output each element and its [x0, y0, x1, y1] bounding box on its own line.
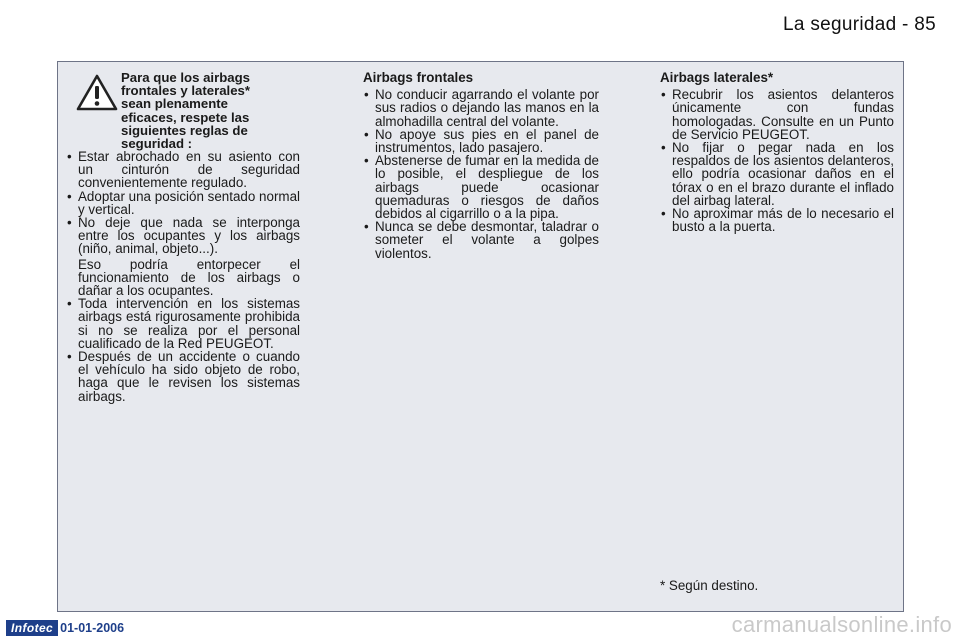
list-item-continuation: Eso podría entorpecer el funcionamiento de los airbags o dañar a los ocupantes. [78, 256, 300, 299]
warning-block [66, 62, 300, 150]
list-item: • Adoptar una posición sentado normal y vertical. [66, 190, 300, 216]
warning-heading-line: Para que los airbags [121, 70, 250, 85]
list-item: • Estar abrochado en su asiento con un cinturón de seguridad convenientemente regulado. [66, 150, 300, 190]
list-item: • Después de un accidente o cuando el vehículo ha sido objeto de robo, haga que le revisen los sistemas airbags. [66, 350, 300, 403]
list-item: • No conducir agarrando el volante por sus radios o dejando las manos en la almohadilla central del volante. [363, 88, 599, 128]
section-heading: Airbags laterales* [660, 70, 774, 85]
warning-heading-line: sean plenamente [121, 96, 229, 112]
watermark: carmanualsonline.info [731, 612, 952, 637]
warning-heading-line: frontales y laterales* [121, 83, 251, 99]
warning-triangle-icon [76, 74, 118, 112]
section-heading: Airbags frontales [363, 70, 474, 85]
warning-heading-line: siguientes reglas de [121, 122, 248, 138]
footnote: * Según destino. [660, 578, 759, 593]
list-item: • No apoye sus pies en el panel de instrumentos, lado pasajero. [363, 128, 599, 154]
list-item: • Toda intervención en los sistemas airbags está rigurosamente prohibida si no se realiza por el personal cualificado de la Red PEUGEOT. [66, 297, 300, 350]
column-lateral-airbags [660, 62, 894, 233]
list-item: • Abstenerse de fumar en la medida de lo posible, el despliegue de los airbags puede ocasionar quemaduras o riesgos de daños debidos al cigarrillo o a la pipa. [363, 154, 599, 220]
frontal-list [363, 88, 599, 260]
warning-list-continued [66, 297, 300, 403]
content-panel [57, 61, 904, 612]
column-warning [66, 62, 300, 403]
warning-heading [121, 71, 301, 150]
footer-date: 01-01-2006 [60, 621, 125, 635]
warning-heading-line: seguridad : [121, 136, 193, 152]
list-item: • No aproximar más de lo necesario el busto a la puerta. [660, 207, 894, 233]
list-item: • No fijar o pegar nada en los respaldos de los asientos delanteros, ello podría ocasionar daños en el tórax o en el brazo durante el inflado del airbag lateral. [660, 141, 894, 207]
warning-heading-line: eficaces, respete las [121, 109, 250, 125]
list-item: • Recubrir los asientos delanteros únicamente con fundas homologadas. Consulte en un Punto de Servicio PEUGEOT. [660, 88, 894, 141]
footer [6, 620, 124, 636]
lateral-list [660, 88, 894, 233]
column-frontal-airbags [363, 62, 599, 260]
page-title: La seguridad - 85 [783, 14, 936, 35]
infotec-logo: Infotec [6, 620, 58, 636]
list-item: • No deje que nada se interponga entre los ocupantes y los airbags (niño, animal, objeto...). [66, 216, 300, 256]
list-item: • Nunca se debe desmontar, taladrar o someter el volante a golpes violentos. [363, 220, 599, 260]
warning-list [66, 150, 300, 256]
